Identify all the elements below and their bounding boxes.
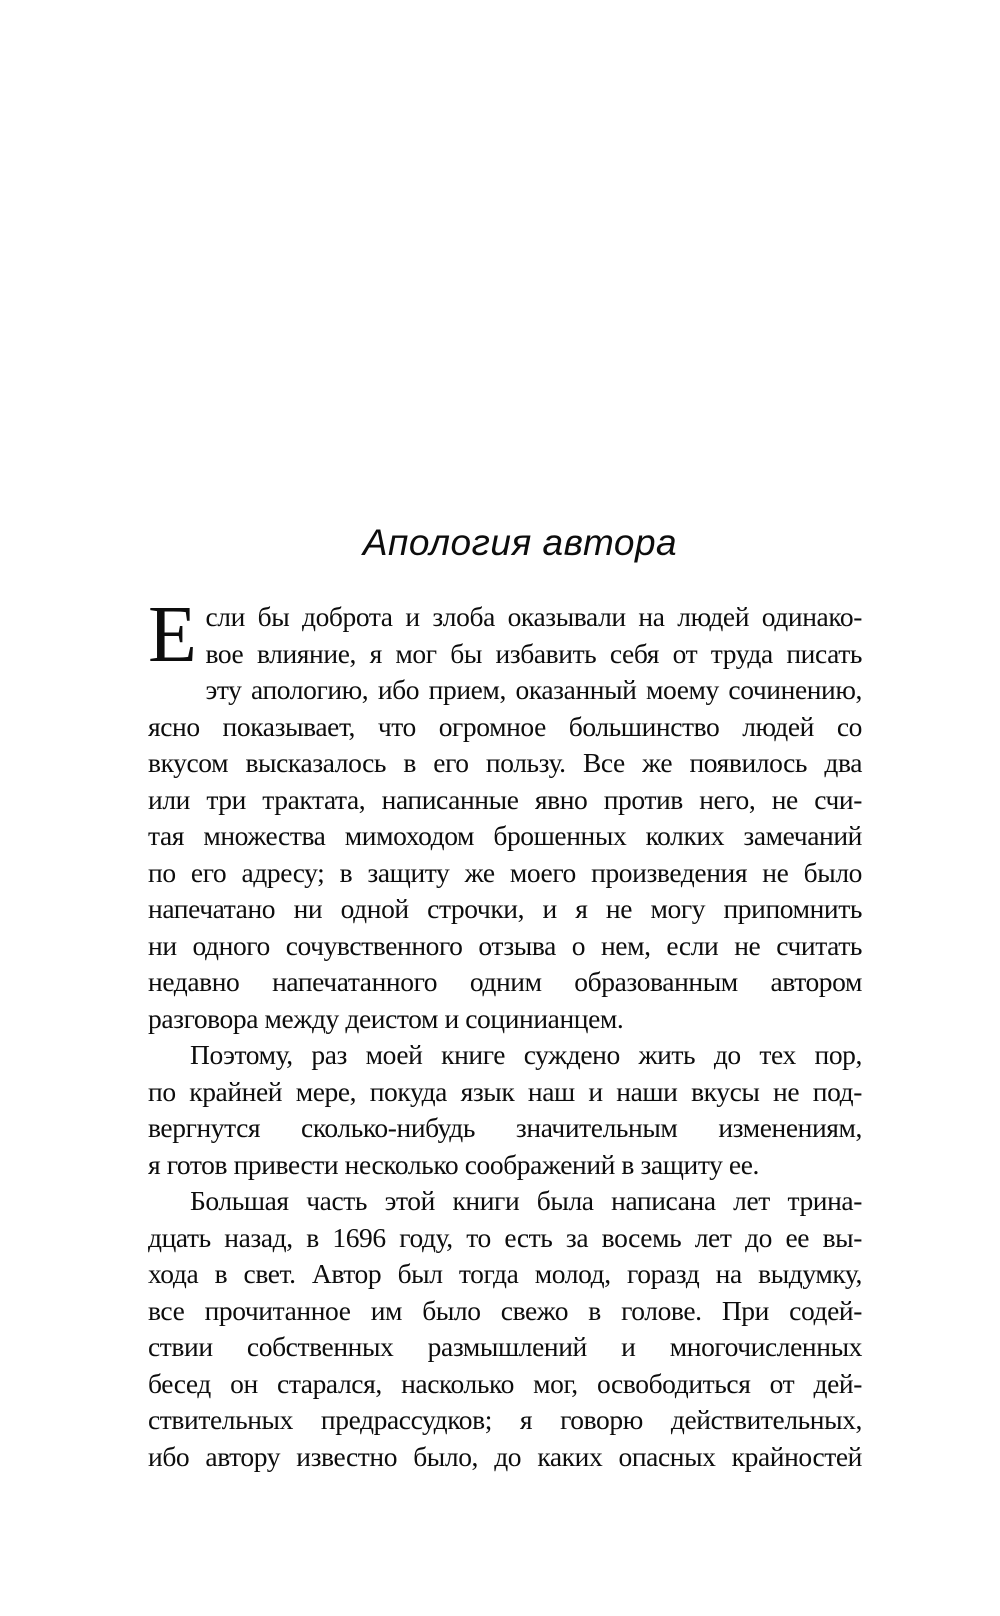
paragraph [148, 1183, 862, 1475]
text-line: по крайней мере, покуда язык наш и наши вкусы не под- [148, 1075, 862, 1107]
text-line: или три трактата, написанные явно против него, не счи- [148, 783, 862, 815]
text-line: тая множества мимоходом брошенных колких замечаний [148, 820, 862, 851]
text-line: бесед он старался, насколько мог, освободиться от дей- [148, 1367, 862, 1399]
drop-cap: Е [148, 591, 197, 679]
text-line: сли бы доброта и злоба оказывали на людей одинако- [205, 601, 862, 632]
text-line: Поэтому, раз моей книге суждено жить до тех пор, [190, 1039, 862, 1070]
text-line: по его адресу; в защиту же моего произведения не было [148, 856, 862, 888]
text-line: Большая часть этой книги была написана лет трина- [190, 1185, 862, 1216]
text-line: недавно напечатанного одним образованным автором [148, 966, 862, 997]
text-line: все прочитанное им было свежо в голове. При содей- [148, 1294, 862, 1326]
text-line: ибо автору известно было, до каких опасных крайностей [148, 1440, 862, 1472]
text-line: напечатано ни одной строчки, и я не могу припомнить [148, 893, 862, 924]
text-line: эту апологию, ибо прием, оказанный моему сочинению, [205, 674, 862, 705]
text-body [148, 591, 862, 1475]
text-line: я готов привести несколько соображений в защиту ее. [148, 1148, 760, 1180]
chapter-title: Апология автора [362, 522, 678, 563]
text-line: вергнутся сколько-нибудь значительным изменениям, [148, 1112, 862, 1143]
text-line: ни одного сочувственного отзыва о нем, если не считать [148, 929, 862, 961]
text-line: дцать назад, в 1696 году, то есть за восемь лет до ее вы- [148, 1221, 862, 1253]
text-line: ствительных предрассудков; я говорю действительных, [148, 1404, 862, 1435]
paragraph [148, 1037, 862, 1183]
text-line: разговора между деистом и социнианцем. [148, 1002, 624, 1034]
text-line: ствии собственных размышлений и многочисленных [148, 1331, 862, 1362]
text-line: вое влияние, я мог бы избавить себя от труда писать [205, 637, 862, 669]
text-line: ясно показывает, что огромное большинство людей со [148, 710, 862, 742]
text-line: вкусом высказалось в его пользу. Все же появилось два [148, 747, 862, 778]
text-line: хода в свет. Автор был тогда молод, горазд на выдумку, [148, 1258, 862, 1289]
paragraph [148, 591, 862, 1037]
